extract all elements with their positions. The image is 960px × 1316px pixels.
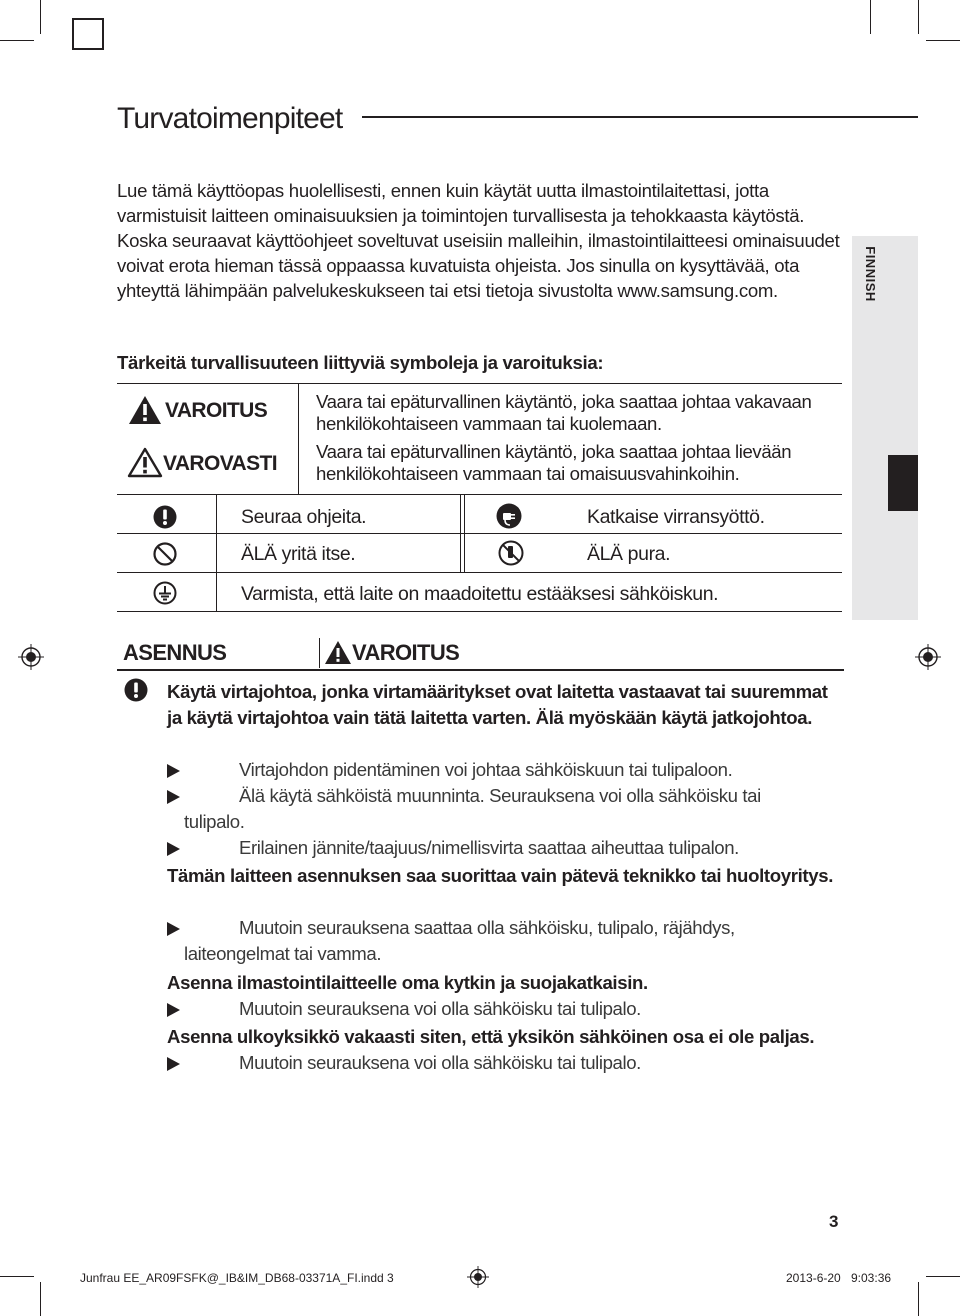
bullet-arrow-icon — [167, 790, 180, 804]
warning-label: VAROITUS — [165, 399, 268, 422]
symbol-ground: Varmista, että laite on maadoitettu estääksesi sähköiskun. — [241, 583, 719, 605]
warning-solid-icon — [128, 395, 162, 425]
warning-outline-icon — [127, 447, 163, 478]
instruction-power-cord: Käytä virtajohtoa, jonka virtamääritykset ovat laitetta vastaavat tai suuremmat ja käytä virtajohtoa vain tätä laitetta varten. Älä myöskään käytä jatkojohtoa. — [167, 681, 828, 728]
bullet-item: Virtajohdon pidentäminen voi johtaa sähköiskuun tai tulipaloon. — [167, 757, 837, 783]
side-tab-marker — [888, 455, 918, 511]
symbols-divider-left — [216, 495, 217, 611]
intro-paragraph-1: Lue tämä käyttöopas huolellisesti, ennen kuin käytät uutta ilmastointilaitettasi, jotta varmistuisit laitteen ominaisuuksien ja toimintojen turvallisesta ja tehokkaasta käytöstä. — [117, 180, 805, 226]
symbols-heading: Tärkeitä turvallisuuteen liittyviä symboleja ja varoituksia: — [117, 352, 604, 373]
section-title: ASENNUS — [123, 640, 227, 665]
section-header-divider — [319, 638, 320, 668]
registration-mark-bottom-icon — [467, 1266, 489, 1288]
symbols-bottom-rule — [117, 611, 842, 612]
warning-table-divider — [298, 384, 299, 494]
warning-description: Vaara tai epäturvallinen käytäntö, joka saattaa johtaa vakavaan henkilökohtaiseen vammaan tai kuolemaan. — [316, 391, 812, 434]
no-disassemble-icon — [498, 540, 524, 566]
unplug-icon — [496, 503, 522, 529]
section-warning-label: VAROITUS — [352, 640, 460, 665]
exclamation-icon — [153, 505, 177, 529]
footer-time: 9:03:36 — [851, 1271, 892, 1285]
page-title: Turvatoimenpiteet — [117, 102, 343, 135]
symbol-do-not-attempt: ÄLÄ yritä itse. — [241, 543, 356, 565]
footer-file-name: Junfrau EE_AR09FSFK@_IB&IM_DB68-03371A_FI.indd 3 — [80, 1271, 394, 1285]
intro-text — [117, 178, 842, 303]
instruction-switch-breaker: Asenna ilmastointilaitteelle oma kytkin ja suojakatkaisin. — [167, 972, 648, 993]
registration-mark-right-icon — [915, 644, 941, 670]
bullet-item: Älä käytä sähköistä muunninta. Seurauksena voi olla sähköisku tai tulipalo. — [167, 783, 837, 835]
bullet-arrow-icon — [167, 764, 180, 778]
registration-mark-left-icon — [18, 644, 44, 670]
caution-description: Vaara tai epäturvallinen käytäntö, joka saattaa johtaa lievään henkilökohtaiseen vammaan tai omaisuusvahinkoihin. — [316, 441, 792, 484]
symbols-row-rule-2 — [117, 572, 842, 573]
warning-table-top-rule — [117, 383, 842, 384]
bullet-arrow-icon — [167, 1057, 180, 1071]
warning-solid-icon — [324, 640, 352, 665]
instruction-outdoor-unit: Asenna ulkoyksikkö vakaasti siten, että yksikön sähköinen osa ei ole paljas. — [167, 1026, 815, 1047]
symbol-do-not-disassemble: ÄLÄ pura. — [587, 543, 671, 565]
warning-table-bottom-rule — [117, 494, 842, 495]
symbols-row-rule-1 — [117, 533, 842, 534]
ground-icon — [153, 581, 177, 605]
bullet-arrow-icon — [167, 922, 180, 936]
language-label: FINNISH — [863, 246, 878, 302]
bullet-item: Muutoin seurauksena saattaa olla sähköisku, tulipalo, räjähdys, laiteongelmat tai vamma. — [167, 915, 837, 967]
footer-date: 2013-6-20 — [786, 1271, 841, 1285]
intro-paragraph-2: Koska seuraavat käyttöohjeet soveltuvat useisiin malleihin, ilmastointilaitteesi ominaisuudet voivat erota hieman tässä oppaassa kuvatuista ohjeista. Jos sinulla on kysyttävää, ota yhteyttä lähimpään palvelukeskukseen tai etsi tietoja sivustolta www.samsung.com. — [117, 230, 840, 301]
page-number: 3 — [829, 1212, 839, 1231]
section-header-rule — [117, 669, 844, 671]
symbol-follow-instructions: Seuraa ohjeita. — [241, 506, 367, 528]
bullet-item: Muutoin seurauksena voi olla sähköisku tai tulipalo. — [167, 1050, 837, 1076]
symbol-disconnect-power: Katkaise virransyöttö. — [587, 506, 765, 528]
bullet-arrow-icon — [167, 842, 180, 856]
caution-label: VAROVASTI — [163, 452, 277, 475]
exclamation-icon — [124, 678, 148, 702]
instruction-qualified-technician: Tämän laitteen asennuksen saa suorittaa vain pätevä teknikko tai huoltoyritys. — [167, 865, 834, 886]
bullet-arrow-icon — [167, 1003, 180, 1017]
title-rule — [362, 116, 918, 118]
bullet-item: Erilainen jännite/taajuus/nimellisvirta saattaa aiheuttaa tulipalon. — [167, 835, 837, 861]
bullet-item: Muutoin seurauksena voi olla sähköisku tai tulipalo. — [167, 996, 837, 1022]
prohibited-icon — [153, 542, 177, 566]
